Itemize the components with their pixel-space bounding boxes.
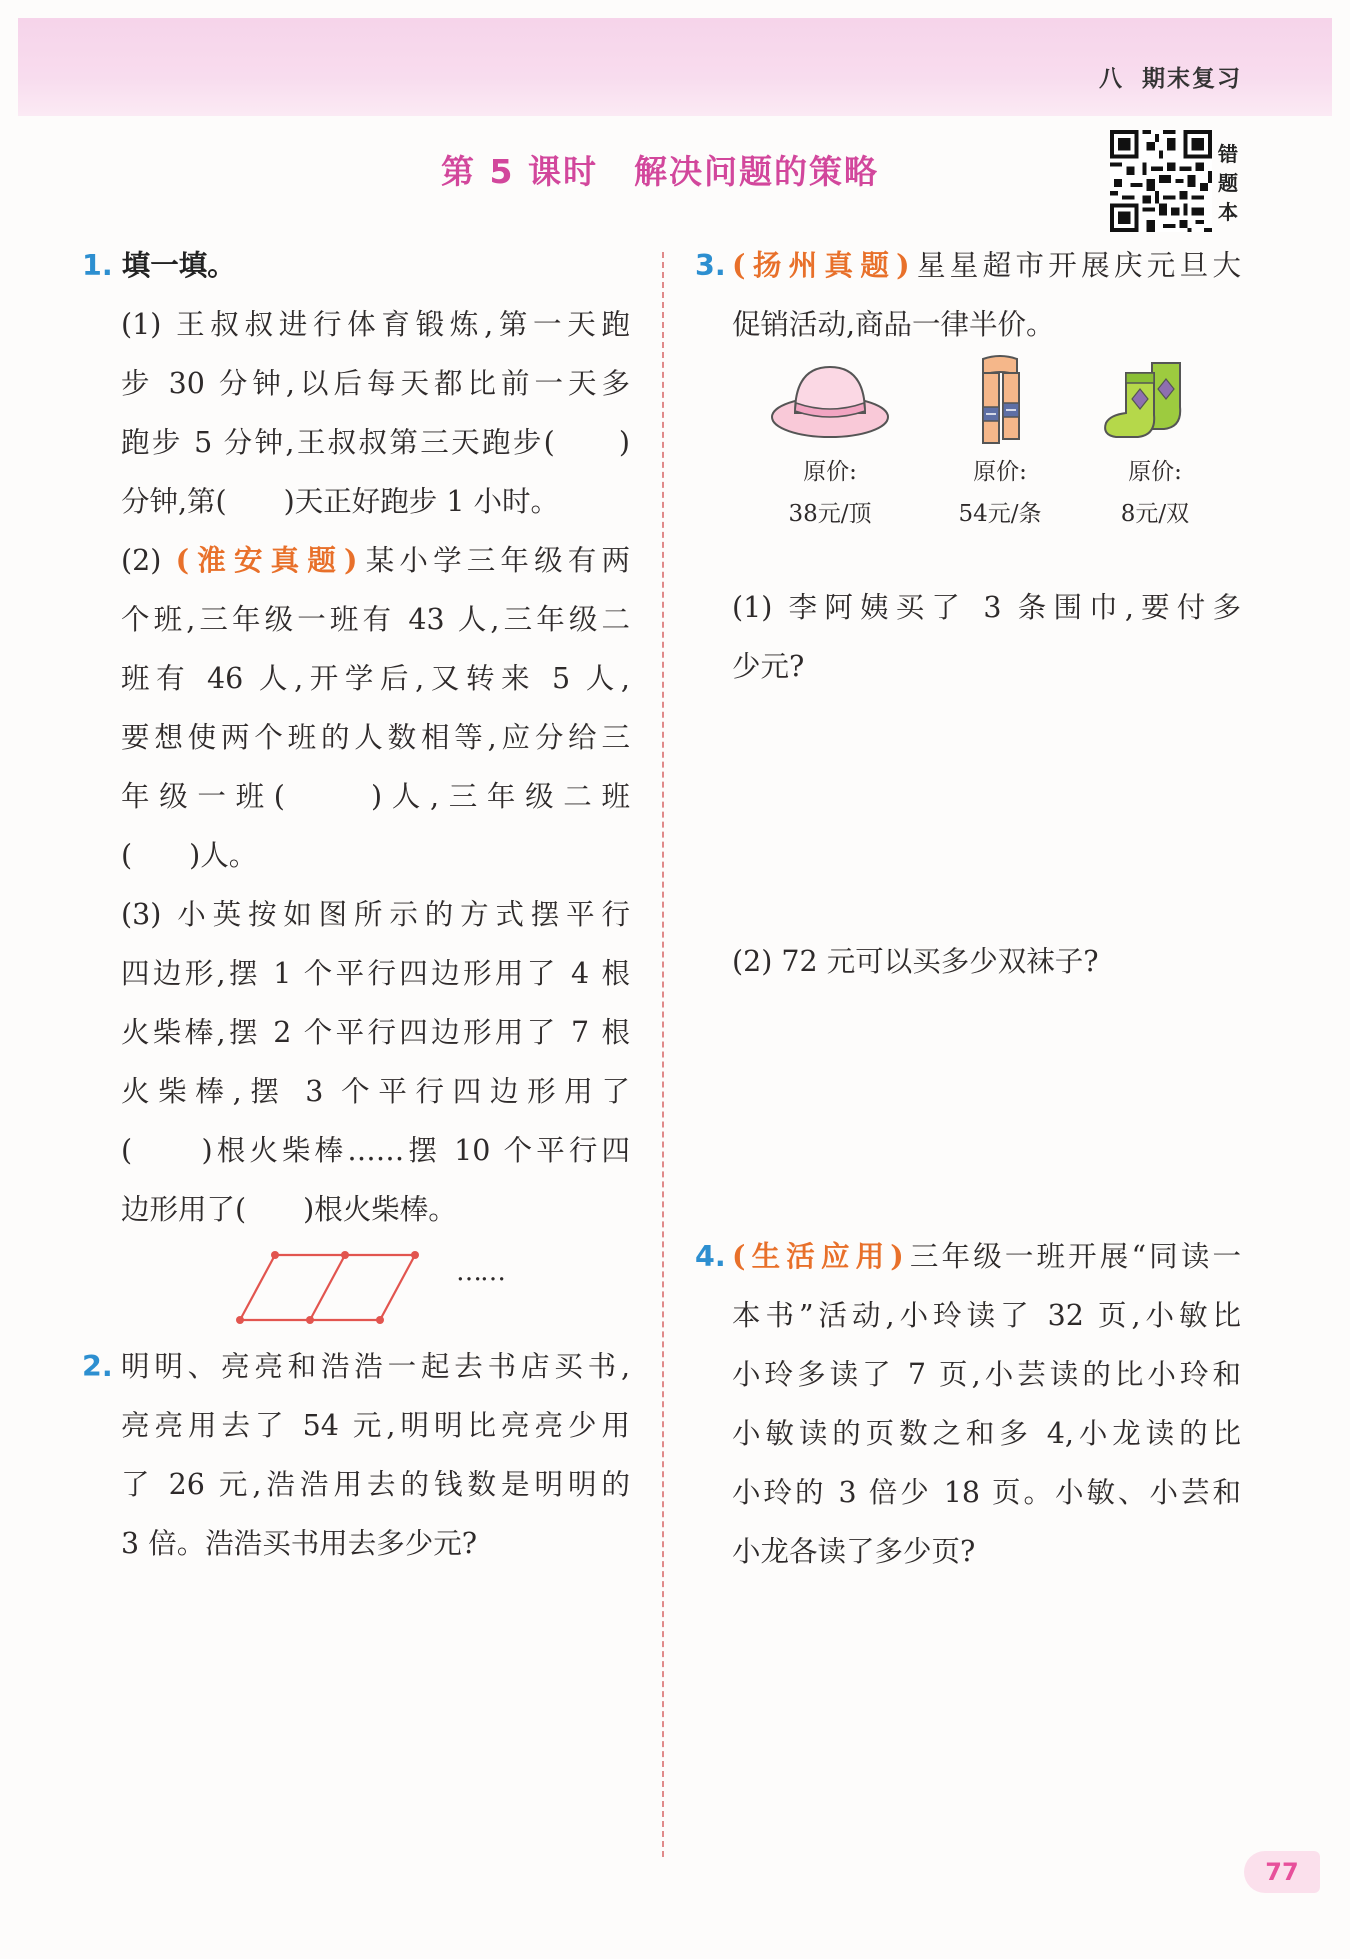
question-heading: 填一填。 bbox=[121, 249, 236, 282]
text-line: (扬州真题)星星超市开展庆元旦大 bbox=[732, 248, 1241, 282]
price: 38元/顶 bbox=[788, 501, 872, 527]
text-line: (2) (淮安真题)某小学三年级有两 bbox=[121, 543, 630, 577]
question-1 bbox=[84, 236, 630, 1239]
product-list bbox=[755, 355, 1255, 580]
question-2 bbox=[84, 1337, 630, 1573]
lesson-title: 第 5 课时 解决问题的策略 bbox=[441, 152, 879, 191]
original-price-label: 原价: bbox=[973, 459, 1027, 485]
scarf-icon bbox=[935, 355, 1065, 445]
text-line: 火柴棒,摆 3 个平行四边形用了 bbox=[121, 1075, 630, 1108]
text-line: 班有 46 人,开学后,又转来 5 人, bbox=[121, 662, 630, 695]
page-number: 77 bbox=[1244, 1851, 1320, 1893]
question-number: 3. bbox=[695, 249, 726, 282]
original-price-label: 原价: bbox=[803, 459, 857, 485]
text-line: 四边形,摆 1 个平行四边形用了 4 根 bbox=[121, 957, 630, 990]
question-number: 4. bbox=[695, 1240, 726, 1273]
text-line: (1) 李阿姨买了 3 条围巾,要付多 bbox=[732, 591, 1241, 624]
original-price-label: 原价: bbox=[1128, 459, 1182, 485]
text-line: ( )根火柴棒……摆 10 个平行四 bbox=[121, 1134, 630, 1167]
text-line: 了 26 元,浩浩用去的钱数是明明的 bbox=[121, 1468, 630, 1501]
text-line: 本书”活动,小玲读了 32 页,小敏比 bbox=[732, 1299, 1241, 1332]
text-line: 小玲的 3 倍少 18 页。小敏、小芸和 bbox=[732, 1476, 1241, 1509]
price: 54元/条 bbox=[958, 501, 1042, 527]
text-line: 分钟,第( )天正好跑步 1 小时。 bbox=[121, 485, 560, 518]
text-line: 亮亮用去了 54 元,明明比亮亮少用 bbox=[121, 1409, 630, 1442]
source-tag: (生活应用) bbox=[732, 1239, 907, 1273]
hat-icon bbox=[765, 355, 895, 445]
question-number: 2. bbox=[82, 1350, 113, 1383]
text-line: 小敏读的页数之和多 4,小龙读的比 bbox=[732, 1417, 1241, 1450]
figure-ellipsis: …… bbox=[456, 1257, 504, 1287]
question-3 bbox=[695, 236, 1241, 354]
price: 8元/双 bbox=[1120, 501, 1190, 527]
text-line: 火柴棒,摆 2 个平行四边形用了 7 根 bbox=[121, 1016, 630, 1049]
question-3-part-1 bbox=[732, 578, 1241, 696]
text-line: 要想使两个班的人数相等,应分给三 bbox=[121, 721, 630, 754]
text-line: (生活应用)三年级一班开展“同读一 bbox=[732, 1239, 1241, 1273]
source-tag: (扬州真题) bbox=[732, 248, 913, 282]
text-line: 促销活动,商品一律半价。 bbox=[732, 308, 1055, 341]
text-line: 明明、亮亮和浩浩一起去书店买书, bbox=[121, 1350, 630, 1383]
socks-icon bbox=[1090, 355, 1220, 445]
text-line: 边形用了( )根火柴棒。 bbox=[121, 1193, 457, 1226]
text-line: 小龙各读了多少页? bbox=[732, 1535, 976, 1568]
text-line: 跑步 5 分钟,王叔叔第三天跑步( ) bbox=[121, 426, 630, 459]
question-number: 1. bbox=[82, 249, 113, 282]
question-4 bbox=[695, 1227, 1241, 1581]
chapter-label: 八 期末复习 bbox=[1099, 66, 1242, 92]
qr-code-icon[interactable] bbox=[1110, 130, 1212, 232]
text-line: 步 30 分钟,以后每天都比前一天多 bbox=[121, 367, 630, 400]
text-line: (3) 小英按如图所示的方式摆平行 bbox=[121, 898, 630, 931]
text-line: (1) 王叔叔进行体育锻炼,第一天跑 bbox=[121, 308, 630, 341]
text-line: (2) 72 元可以买多少双袜子? bbox=[732, 945, 1099, 978]
text-line: ( )人。 bbox=[121, 839, 258, 872]
text-line: 年级一班( )人,三年级二班 bbox=[121, 780, 630, 813]
product-socks bbox=[1080, 355, 1230, 535]
text-line: 小玲多读了 7 页,小芸读的比小玲和 bbox=[732, 1358, 1241, 1391]
text-line: 少元? bbox=[732, 650, 805, 683]
matchstick-parallelogram-figure bbox=[230, 1245, 504, 1339]
product-hat bbox=[755, 355, 905, 535]
column-divider bbox=[662, 252, 664, 1857]
wrong-question-book-label: 错 题 本 bbox=[1218, 142, 1238, 224]
source-tag: (淮安真题) bbox=[175, 543, 361, 577]
text-line: 个班,三年级一班有 43 人,三年级二 bbox=[121, 603, 630, 636]
product-scarf bbox=[925, 355, 1075, 535]
text-line: 3 倍。浩浩买书用去多少元? bbox=[121, 1527, 477, 1560]
question-3-part-2 bbox=[732, 932, 1241, 991]
